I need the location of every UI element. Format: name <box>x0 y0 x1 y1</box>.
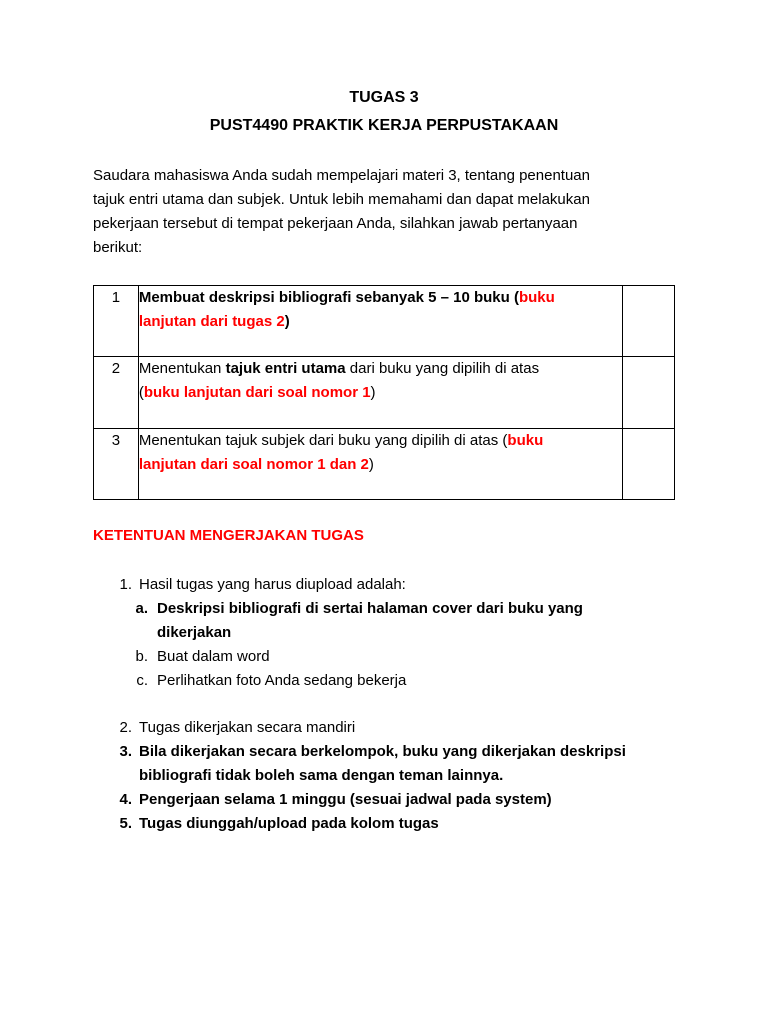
list-marker: c. <box>136 672 148 689</box>
task-description: Membuat deskripsi bibliografi sebanyak 5 – 10 buku (buku lanjutan dari tugas 2) <box>138 286 622 357</box>
table-row <box>94 357 675 429</box>
task-number: 1 <box>94 286 139 357</box>
list-item-continuation: bibliografi tidak boleh sama dengan teman lainnya. <box>139 767 504 784</box>
list-marker: 2. <box>119 719 132 736</box>
list-marker: a. <box>135 600 148 617</box>
list-item: Hasil tugas yang harus diupload adalah: <box>139 576 406 593</box>
list-item: Perlihatkan foto Anda sedang bekerja <box>157 672 407 689</box>
intro-line: Saudara mahasiswa Anda sudah mempelajari materi 3, tentang penentuan <box>93 167 590 184</box>
task-number: 2 <box>94 357 139 429</box>
task-check-cell <box>623 429 675 500</box>
task-description: Menentukan tajuk entri utama dari buku yang dipilih di atas (buku lanjutan dari soal nomor 1) <box>138 357 622 429</box>
list-marker: 5. <box>119 815 132 832</box>
intro-line: berikut: <box>93 239 143 256</box>
list-item-continuation: dikerjakan <box>157 624 232 641</box>
intro-line: tajuk entri utama dan subjek. Untuk lebih memahami dan dapat melakukan <box>93 191 590 208</box>
document-title: TUGAS 3 <box>349 89 419 106</box>
list-item: Tugas diunggah/upload pada kolom tugas <box>139 815 439 832</box>
task-table <box>93 285 675 500</box>
list-item: Bila dikerjakan secara berkelompok, buku yang dikerjakan deskripsi <box>139 743 626 760</box>
list-item: Tugas dikerjakan secara mandiri <box>139 719 356 736</box>
table-row <box>94 286 675 357</box>
table-row <box>94 429 675 500</box>
list-marker: b. <box>135 648 148 665</box>
task-number: 3 <box>94 429 139 500</box>
intro-line: pekerjaan tersebut di tempat pekerjaan Anda, silahkan jawab pertanyaan <box>93 215 578 232</box>
intro-paragraph <box>93 164 668 260</box>
list-marker: 3. <box>119 743 132 760</box>
list-item: Deskripsi bibliografi di sertai halaman cover dari buku yang <box>157 600 583 617</box>
list-item: Buat dalam word <box>157 648 270 665</box>
task-check-cell <box>623 286 675 357</box>
list-marker: 1. <box>119 576 132 593</box>
task-description: Menentukan tajuk subjek dari buku yang dipilih di atas (buku lanjutan dari soal nomor 1 dan 2) <box>138 429 622 500</box>
rules-heading: KETENTUAN MENGERJAKAN TUGAS <box>93 527 364 544</box>
list-marker: 4. <box>119 791 132 808</box>
list-item: Pengerjaan selama 1 minggu (sesuai jadwal pada system) <box>139 791 552 808</box>
document-subtitle: PUST4490 PRAKTIK KERJA PERPUSTAKAAN <box>209 117 559 134</box>
task-check-cell <box>623 357 675 429</box>
